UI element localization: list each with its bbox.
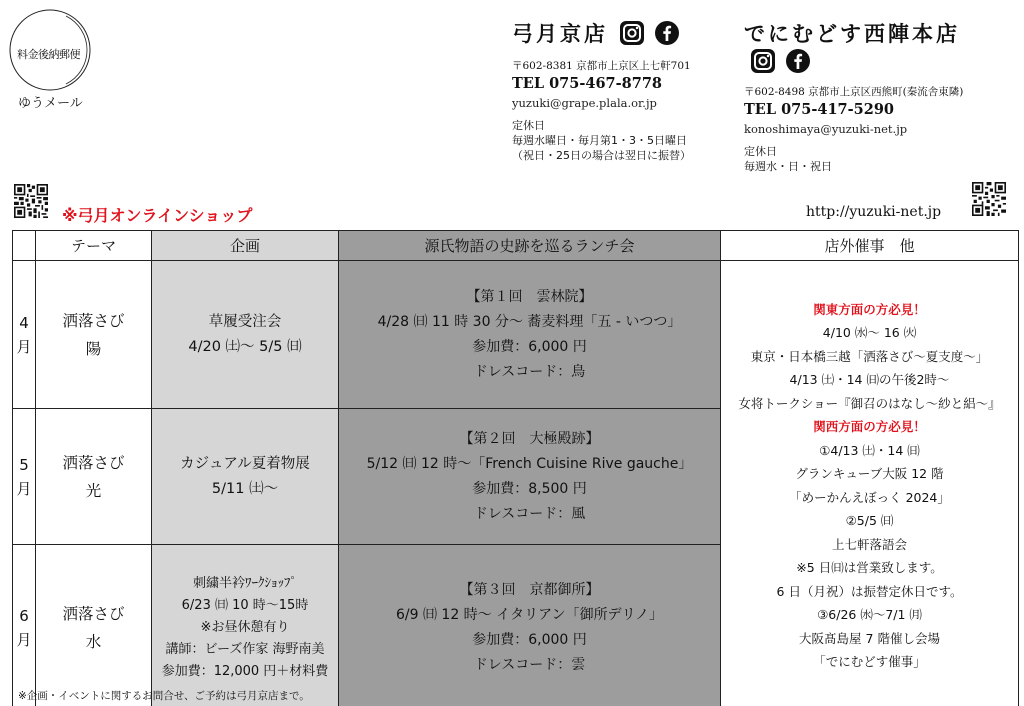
event-line: ※5 日㈰は営業致します。 [796,560,943,575]
kikaku-line: ※お昼休憩有り [200,619,290,635]
shop-tel[interactable]: TEL 075-467-8778 [512,75,663,92]
theme-title: 洒落さび [62,453,125,472]
theme-title: 洒落さび [62,604,125,623]
lunch-cell [339,409,721,545]
kikaku-line: 5/11 ㈯〜 [211,480,279,497]
event-line: 「めーかんえぼっく 2024」 [789,489,950,505]
holiday-title: 定休日 [744,145,777,158]
month-suffix: 月 [16,337,32,356]
event-line: 関東方面の方必見！ [813,301,926,317]
shop-email[interactable]: yuzuki@grape.plala.or.jp [512,96,657,110]
header-theme: テーマ [36,231,152,261]
holiday-line: （祝日・25日の場合は翌日に振替） [512,149,691,162]
qr-code-icon[interactable] [972,182,1006,216]
postage-stamp [8,8,92,92]
event-line: 大阪髙島屋 7 階催し会場 [799,630,940,646]
lunch-line: 【第３回 京都御所】 [459,581,600,598]
lunch-line: 6/9 ㈰ 12 時〜 イタリアン「御所デリノ」 [395,606,664,623]
month-cell [13,545,36,706]
month-number: 6 [19,606,29,625]
facebook-icon[interactable] [654,20,680,46]
lunch-line: 【第１回 雲林院】 [466,288,593,305]
facebook-icon[interactable] [785,48,811,74]
online-shop-link[interactable]: ※弓月オンラインショップ [62,206,253,225]
holiday-line: 毎週水・日・祝日 [744,160,832,173]
month-suffix: 月 [16,630,32,649]
theme-word: 水 [85,632,102,651]
header-events: 店外催事 他 [721,231,1019,261]
events-cell [721,261,1019,706]
theme-word: 陽 [85,339,102,358]
month-number: 5 [19,455,29,474]
lunch-cell [339,545,721,706]
event-line: 上七軒落語会 [831,536,907,552]
lunch-cell [339,261,721,409]
event-line: ①4/13 ㈯・14 ㈰ [819,442,920,458]
footnote: ※企画・イベントに関するお問合せ、ご予約は弓月京店まで。 [18,690,310,702]
event-line: 「でにむどす催事」 [813,654,926,669]
lunch-line: ドレスコード：鳥 [473,363,586,380]
instagram-icon[interactable] [619,20,645,46]
event-line: 東京・日本橋三越「洒落さび〜夏支度〜」 [750,348,989,364]
qr-code-icon[interactable] [14,184,48,218]
event-line: 女将トークショー『御召のはなし〜紗と絽〜』 [738,395,1001,411]
kikaku-line: 4/20 ㈯〜 5/5 ㈰ [188,338,302,355]
kikaku-line: 草履受注会 [208,313,282,330]
event-line: ②5/5 ㈰ [845,513,894,528]
table-header-row [13,231,1019,261]
kikaku-cell [152,545,339,706]
month-suffix: 月 [16,479,32,498]
lunch-line: 4/28 ㈰ 11 時 30 分〜 蕎麦料理「五 - いつつ」 [377,313,682,330]
instagram-icon[interactable] [750,48,776,74]
header-lunch: 源氏物語の史跡を巡るランチ会 [339,231,721,261]
kikaku-line: 講師：ビーズ作家 海野南美 [165,641,325,657]
event-line: 関西方面の方必見！ [813,419,926,434]
header-kikaku: 企画 [152,231,339,261]
lunch-line: 参加費：6,000 円 [472,338,587,355]
shop-address: 〒602-8498 京都市上京区西熊町(秦流舎東隣) [744,86,964,98]
theme-word: 光 [85,481,102,500]
kikaku-cell [152,409,339,545]
mail-service-label: ゆうメール [18,96,83,111]
holiday-title: 定休日 [512,119,545,132]
shop-yuzuki-kyoten [512,18,691,163]
theme-cell [36,261,152,409]
header-month [13,231,36,261]
postage-label: 料金後納郵便 [17,48,80,61]
event-line: ③6/26 ㈬〜7/1 ㈪ [817,607,922,622]
lunch-line: ドレスコード：雲 [473,656,586,673]
shop-denimdos-nishijin [744,18,1024,174]
lunch-line: ドレスコード：風 [473,505,586,522]
event-line: 4/13 ㈯・14 ㈰の午後2時〜 [789,372,950,387]
kikaku-line: 参加費：12,000 円＋材料費 [161,663,329,679]
month-cell [13,409,36,545]
event-line: 6 日（月祝）は振替定休日です。 [776,583,963,599]
table-row [13,261,1019,409]
shop-email[interactable]: konoshimaya@yuzuki-net.jp [744,122,908,136]
theme-cell [36,545,152,706]
holiday-line: 毎週水曜日・毎月第1・3・5日曜日 [512,134,687,147]
shop-name: でにむどす西陣本店 [744,21,960,46]
month-number: 4 [19,313,29,332]
shop-tel[interactable]: TEL 075-417-5290 [744,101,895,118]
lunch-line: 参加費：6,000 円 [472,631,587,648]
kikaku-cell [152,261,339,409]
event-schedule-table [12,230,1019,706]
kikaku-line: 刺繍半衿ﾜｰｸｼｮｯﾌﾟ [192,575,297,591]
kikaku-line: 6/23 ㈰ 10 時〜15時 [181,597,309,613]
theme-cell [36,409,152,545]
site-url-link[interactable]: http://yuzuki-net.jp [806,204,942,220]
month-cell [13,261,36,409]
lunch-line: 参加費：8,500 円 [472,480,587,497]
shop-address: 〒602-8381 京都市上京区上七軒701 [512,60,691,72]
theme-title: 洒落さび [62,311,125,330]
kikaku-line: カジュアル夏着物展 [180,455,310,472]
shop-name: 弓月京店 [512,21,608,46]
event-line: 4/10 ㈬〜 16 ㈫ [822,325,917,340]
event-line: グランキューブ大阪 12 階 [795,466,944,481]
lunch-line: 【第２回 大極殿跡】 [459,430,600,447]
lunch-line: 5/12 ㈰ 12 時〜「French Cuisine Rive gauche」 [366,455,693,472]
